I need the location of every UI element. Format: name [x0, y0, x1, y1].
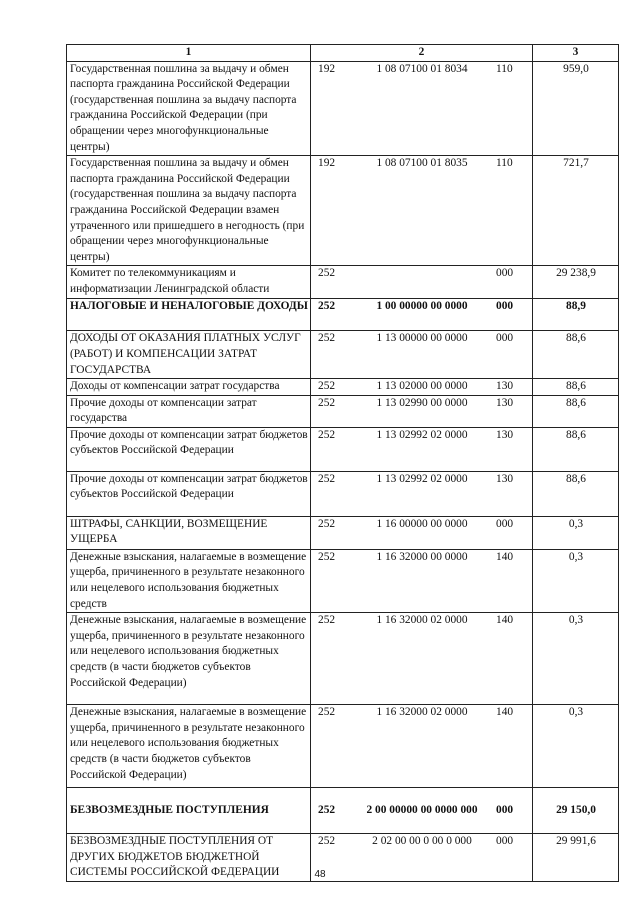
- kbk-code: 2 02 00 00 0 00 0 000: [372, 835, 472, 848]
- table-row: [67, 788, 619, 834]
- row-name: ШТРАФЫ, САНКЦИИ, ВОЗМЕЩЕНИЕ УЩЕРБА: [67, 516, 311, 549]
- table-row: [67, 705, 619, 788]
- kbk-code: 1 13 00000 00 0000: [376, 332, 468, 345]
- row-code: [311, 427, 533, 471]
- row-name: Прочие доходы от компенсации затрат государства: [67, 395, 311, 427]
- kind-code: 140: [496, 614, 514, 627]
- kbk-code: 1 16 32000 02 0000: [376, 614, 468, 627]
- row-name: Прочие доходы от компенсации затрат бюджетов субъектов Российской Федерации: [67, 427, 311, 471]
- row-name: Доходы от компенсации затрат государства: [67, 379, 311, 396]
- kind-code: 140: [496, 706, 514, 719]
- row-code: [311, 379, 533, 396]
- admin-code: 252: [318, 332, 336, 345]
- kbk-code: 2 00 00000 00 0000 000: [366, 803, 478, 816]
- header-col-3: 3: [533, 45, 619, 62]
- row-value: 0,3: [533, 549, 619, 612]
- table-row: [67, 379, 619, 396]
- admin-code: 192: [318, 62, 336, 75]
- kbk-code: 1 16 00000 00 0000: [376, 517, 468, 530]
- table-row: [67, 156, 619, 266]
- row-code: [311, 331, 533, 379]
- row-code: [311, 266, 533, 299]
- kbk-code: 1 16 32000 00 0000: [376, 550, 468, 563]
- kind-code: 110: [496, 62, 513, 75]
- revenue-table: [66, 44, 619, 882]
- kind-code: 130: [496, 396, 514, 409]
- admin-code: 252: [318, 428, 336, 441]
- row-value: 88,6: [533, 379, 619, 396]
- row-code: [311, 516, 533, 549]
- row-name: Государственная пошлина за выдачу и обмен паспорта гражданина Российской Федерации (государственная пошлина за выдачу паспорта гражданина Российской Федерации взамен утраченного или пришедшего в негодность (при обращении через многофункциональные центры): [67, 156, 311, 266]
- row-value: 88,6: [533, 331, 619, 379]
- kind-code: 000: [496, 803, 514, 816]
- kbk-code: 1 13 02000 00 0000: [376, 380, 468, 393]
- kbk-code: 1 08 07100 01 8035: [376, 157, 468, 170]
- row-code: [311, 299, 533, 331]
- header-col-2: 2: [311, 45, 533, 62]
- kind-code: 000: [496, 332, 514, 345]
- row-code: [311, 549, 533, 612]
- admin-code: 252: [318, 706, 336, 719]
- table-row: [67, 549, 619, 612]
- row-code: [311, 613, 533, 705]
- row-value: 88,6: [533, 427, 619, 471]
- row-code: [311, 156, 533, 266]
- row-value: 29 238,9: [533, 266, 619, 299]
- kbk-code: 1 13 02992 02 0000: [376, 428, 468, 441]
- row-value: 959,0: [533, 61, 619, 156]
- admin-code: 192: [318, 157, 336, 170]
- admin-code: 252: [318, 835, 336, 848]
- row-value: 88,6: [533, 471, 619, 516]
- row-code: [311, 705, 533, 788]
- row-value: 0,3: [533, 613, 619, 705]
- row-value: 29 150,0: [533, 788, 619, 834]
- table-row: [67, 471, 619, 516]
- row-code: [311, 788, 533, 834]
- kind-code: 000: [496, 267, 514, 280]
- kind-code: 130: [496, 380, 514, 393]
- kind-code: 130: [496, 472, 514, 485]
- kbk-code: 1 13 02992 02 0000: [376, 472, 468, 485]
- kbk-code: [348, 266, 496, 282]
- table-header-row: [67, 45, 619, 62]
- kind-code: 140: [496, 550, 514, 563]
- header-col-1: 1: [67, 45, 311, 62]
- admin-code: 252: [318, 472, 336, 485]
- kind-code: 000: [496, 517, 514, 530]
- row-code: [311, 471, 533, 516]
- row-value: 0,3: [533, 516, 619, 549]
- admin-code: 252: [318, 517, 336, 530]
- row-name: Денежные взыскания, налагаемые в возмещение ущерба, причиненного в результате незаконного или нецелевого использования бюджетных средств: [67, 549, 311, 612]
- page-number: 48: [314, 869, 326, 880]
- row-name: ДОХОДЫ ОТ ОКАЗАНИЯ ПЛАТНЫХ УСЛУГ (РАБОТ) И КОМПЕНСАЦИИ ЗАТРАТ ГОСУДАРСТВА: [67, 331, 311, 379]
- kbk-code: 1 00 00000 00 0000: [376, 300, 468, 313]
- admin-code: 252: [318, 300, 336, 313]
- table-row: [67, 516, 619, 549]
- admin-code: 252: [318, 267, 336, 280]
- row-name: Комитет по телекоммуникациям и информатизации Ленинградской области: [67, 266, 311, 299]
- row-code: [311, 61, 533, 156]
- row-name: Государственная пошлина за выдачу и обмен паспорта гражданина Российской Федерации (государственная пошлина за выдачу паспорта гражданина Российской Федерации (при обращении через многофункциональные центры): [67, 61, 311, 156]
- kind-code: 000: [496, 835, 514, 848]
- admin-code: 252: [318, 803, 336, 816]
- kbk-code: 1 16 32000 02 0000: [376, 706, 468, 719]
- kbk-code: 1 08 07100 01 8034: [376, 62, 468, 75]
- kind-code: 110: [496, 157, 513, 170]
- row-value: 721,7: [533, 156, 619, 266]
- table-row: [67, 61, 619, 156]
- kbk-code: 1 13 02990 00 0000: [376, 396, 468, 409]
- table-row: [67, 395, 619, 427]
- row-value: 88,6: [533, 395, 619, 427]
- admin-code: 252: [318, 396, 336, 409]
- row-value: 88,9: [533, 299, 619, 331]
- table-row: [67, 331, 619, 379]
- admin-code: 252: [318, 550, 336, 563]
- row-name: БЕЗВОЗМЕЗДНЫЕ ПОСТУПЛЕНИЯ ОТ ДРУГИХ БЮДЖЕТОВ БЮДЖЕТНОЙ СИСТЕМЫ РОССИЙСКОЙ ФЕДЕРАЦИИ: [67, 834, 311, 882]
- table-row: [67, 299, 619, 331]
- row-code: [311, 395, 533, 427]
- row-name: НАЛОГОВЫЕ И НЕНАЛОГОВЫЕ ДОХОДЫ: [67, 299, 311, 331]
- table-row: [67, 266, 619, 299]
- kind-code: 130: [496, 428, 514, 441]
- row-name: Денежные взыскания, налагаемые в возмещение ущерба, причиненного в результате незаконного или нецелевого использования бюджетных средств (в части бюджетов субъектов Российской Федерации): [67, 613, 311, 705]
- table-row: [67, 427, 619, 471]
- row-name: Денежные взыскания, налагаемые в возмещение ущерба, причиненного в результате незаконного или нецелевого использования бюджетных средств (в части бюджетов субъектов Российской Федерации): [67, 705, 311, 788]
- admin-code: 252: [318, 614, 336, 627]
- row-value: 0,3: [533, 705, 619, 788]
- row-value: 29 991,6: [533, 834, 619, 882]
- admin-code: 252: [318, 380, 336, 393]
- row-name: Прочие доходы от компенсации затрат бюджетов субъектов Российской Федерации: [67, 471, 311, 516]
- row-name: БЕЗВОЗМЕЗДНЫЕ ПОСТУПЛЕНИЯ: [67, 788, 311, 834]
- kind-code: 000: [496, 300, 514, 313]
- table-row: [67, 613, 619, 705]
